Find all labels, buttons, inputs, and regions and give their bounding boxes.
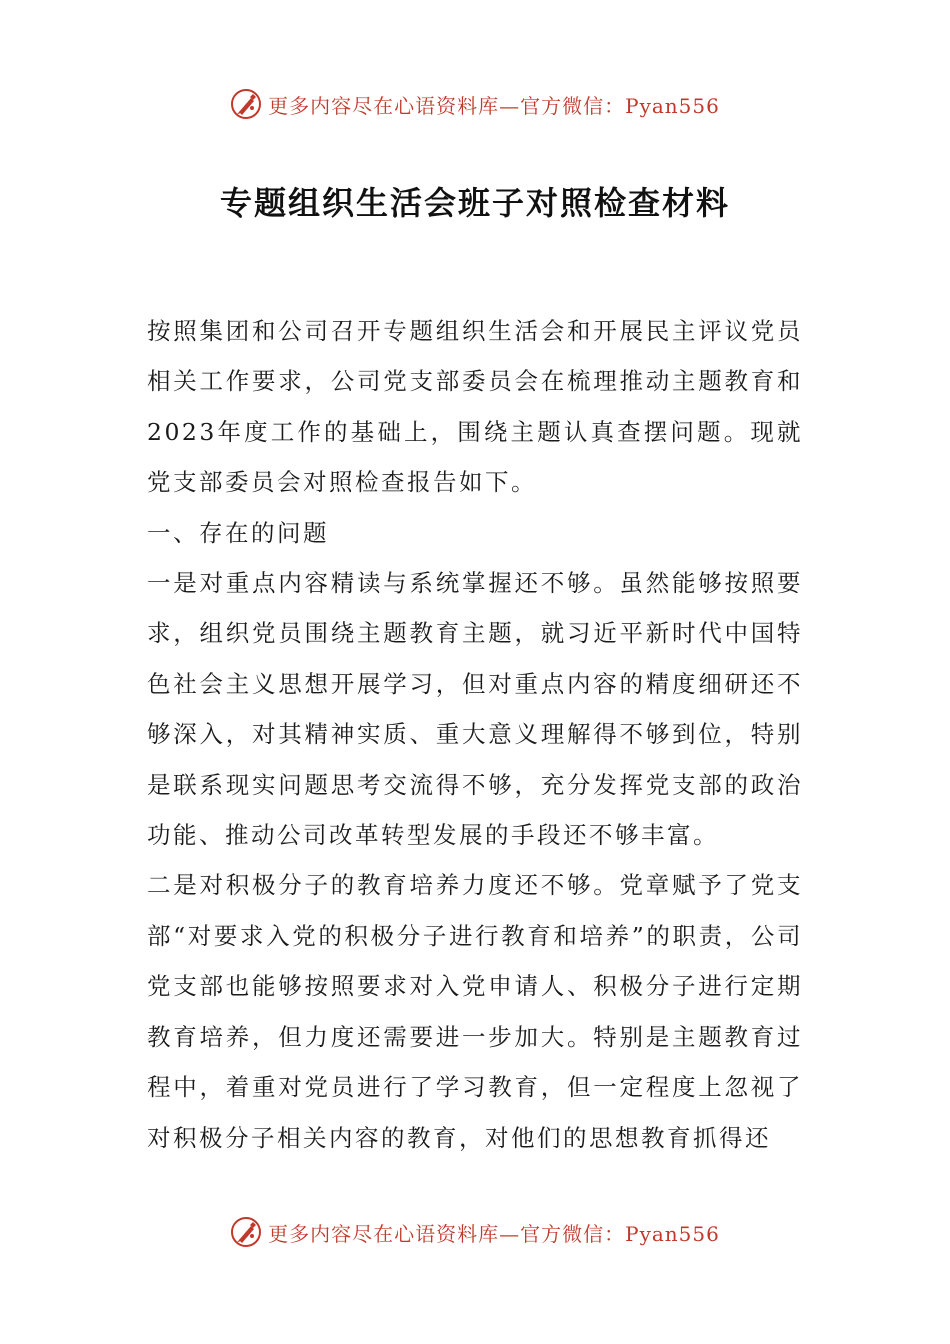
header-banner: [0, 84, 950, 124]
section-heading: 一、存在的问题: [147, 518, 329, 547]
header-banner-text: 更多内容尽在心语资料库—官方微信：Pyan556: [268, 93, 720, 118]
intro-paragraph: 按照集团和公司召开专题组织生活会和开展民主评议党员相关工作要求，公司党支部委员会在梳理推动主题教育和2023年度工作的基础上，围绕主题认真查摆问题。现就党支部委员会对照检查报告如下。: [147, 317, 803, 497]
footer-banner-text: 更多内容尽在心语资料库—官方微信：Pyan556: [268, 1221, 720, 1246]
problem-paragraph-2: 二是对积极分子的教育培养力度还不够。党章赋予了党支部“对要求入党的积极分子进行教育和培养”的职责，公司党支部也能够按照要求对入党申请人、积极分子进行定期教育培养，但力度还需要进一步加大。特别是主题教育过程中，着重对党员进行了学习教育，但一定程度上忽视了对积极分子相关内容的教育，对他们的思想教育抓得还: [147, 871, 803, 1152]
pen-nib-logo-icon: [230, 88, 262, 120]
footer-banner: [0, 1212, 950, 1252]
pen-nib-logo-icon: [230, 1216, 262, 1248]
problem-paragraph-1: 一是对重点内容精读与系统掌握还不够。虽然能够按照要求，组织党员围绕主题教育主题，就习近平新时代中国特色社会主义思想开展学习，但对重点内容的精度细研还不够深入，对其精神实质、重大意义理解得不够到位，特别是联系现实问题思考交流得不够，充分发挥党支部的政治功能、推动公司改革转型发展的手段还不够丰富。: [147, 569, 803, 850]
document-body: [147, 306, 803, 1163]
document-title: 专题组织生活会班子对照检查材料: [219, 184, 730, 222]
